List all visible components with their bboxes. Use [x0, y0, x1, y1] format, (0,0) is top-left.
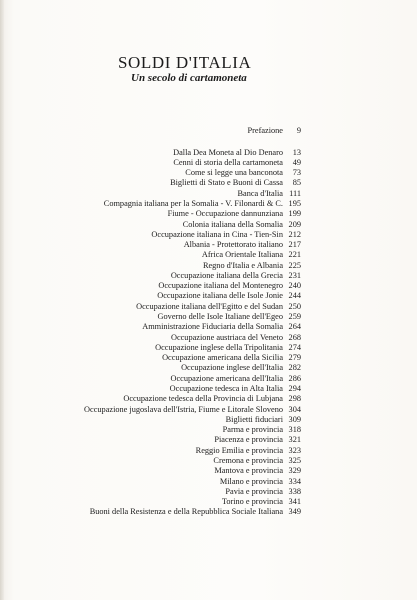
toc-entry-title: Regno d'Italia e Albania — [202, 260, 283, 270]
toc-entry — [0, 199, 417, 209]
toc-entry-page: 338 — [288, 486, 301, 496]
toc-entry — [0, 487, 417, 497]
toc-entry — [0, 178, 417, 188]
toc-entry-title: Milano e provincia — [219, 476, 283, 486]
toc-entry-page: 286 — [288, 373, 301, 383]
toc-entry-title: Dalla Dea Moneta al Dio Denaro — [173, 147, 283, 157]
toc-entry-title: Biglietti di Stato e Buoni di Cassa — [170, 178, 283, 188]
toc-entry-page: 13 — [292, 147, 301, 157]
toc-entry — [0, 405, 417, 415]
toc-entry-page: 244 — [288, 291, 301, 301]
toc-entry-page: 341 — [288, 497, 301, 506]
toc-entry-title: Occupazione italiana in Cina - Tien-Sin — [151, 229, 283, 239]
toc-entry — [0, 333, 417, 343]
toc-entry — [0, 240, 417, 250]
toc-entry-page: 73 — [292, 168, 301, 178]
toc-entry-page: 217 — [288, 240, 301, 249]
toc-entry — [0, 189, 417, 199]
toc-entry-page: 309 — [288, 414, 301, 424]
toc-entry-title: Compagnia italiana per la Somalia - V. Filonardi & C. — [103, 198, 283, 208]
toc-entry-page: 195 — [288, 198, 301, 208]
toc-entry — [0, 425, 417, 435]
toc-entry-page: 240 — [288, 281, 301, 291]
toc-entry-title: Occupazione italiana dell'Egitto e del Sudan — [136, 301, 283, 311]
toc-entry-title: Parma e provincia — [222, 425, 283, 435]
toc-entry-page: 349 — [288, 507, 301, 517]
toc-entry — [0, 466, 417, 476]
toc-entry-title: Africa Orientale Italiana — [201, 250, 283, 260]
toc-entry — [0, 250, 417, 260]
toc-entry-title: Governo delle Isole Italiane dell'Egeo — [157, 312, 283, 321]
toc-entry — [0, 312, 417, 322]
toc-entry — [0, 281, 417, 291]
toc-entry-title: Occupazione italiana della Grecia — [170, 270, 283, 280]
toc-entry-title: Mantova e provincia — [214, 466, 283, 476]
toc-entry-page: 209 — [288, 219, 301, 229]
toc-entry-title: Occupazione americana della Sicilia — [162, 353, 283, 363]
toc-entry-page: 298 — [288, 394, 301, 404]
toc-entry — [0, 497, 417, 507]
toc-entry-title: Albania - Protettorato italiano — [183, 240, 283, 249]
toc-entry-page: 49 — [292, 157, 301, 167]
toc-entry-title: Occupazione inglese della Tripolitania — [155, 342, 283, 352]
toc-entry — [0, 384, 417, 394]
toc-entry-title: Occupazione jugoslava dell'Istria, Fiume e Litorale Sloveno — [84, 404, 283, 414]
book-title: SOLDI D'ITALIA — [118, 53, 252, 72]
toc-entry — [0, 302, 417, 312]
toc-entry-title: Torino e provincia — [221, 497, 283, 506]
toc-entry-title: Pavia e provincia — [225, 486, 283, 496]
toc-entry — [0, 415, 417, 425]
toc-entry-page: 282 — [288, 363, 301, 373]
toc-entry — [0, 507, 417, 517]
toc-entry — [0, 230, 417, 240]
toc-entry-title: Banca d'Italia — [237, 188, 283, 198]
toc-entry-title: Colonia italiana della Somalia — [182, 219, 283, 229]
toc-entry-page: 279 — [288, 353, 301, 363]
toc-entry — [0, 477, 417, 487]
toc-entry-page: 268 — [288, 332, 301, 342]
toc-entry — [0, 456, 417, 466]
toc-entry-page: 9 — [296, 126, 301, 135]
toc-entry-title: Occupazione austriaca del Veneto — [170, 332, 283, 342]
toc-entry-title: Occupazione americana dell'Italia — [170, 373, 283, 383]
toc-entry-title: Come si legge una banconota — [185, 168, 283, 178]
toc-entry-title: Occupazione tedesca della Provincia di Lubjana — [123, 394, 283, 404]
toc-entry-title: Biglietti fiduciari — [225, 414, 283, 424]
toc-entry-page: 259 — [288, 312, 301, 321]
toc-entry — [0, 271, 417, 281]
toc-entry-title: Occupazione tedesca in Alta Italia — [169, 383, 283, 393]
toc-entry — [0, 322, 417, 332]
toc-entry-page: 85 — [292, 178, 301, 188]
toc-entry-title: Occupazione italiana delle Isole Jonie — [157, 291, 283, 301]
toc-entry-page: 334 — [288, 476, 301, 486]
toc-entry — [0, 168, 417, 178]
toc-entry — [0, 446, 417, 456]
toc-entry — [0, 353, 417, 363]
toc-entry-page: 221 — [288, 250, 301, 260]
toc-entry — [0, 363, 417, 373]
toc-entry — [0, 220, 417, 230]
toc-entry-page: 294 — [288, 383, 301, 393]
toc-entry-page: 325 — [288, 455, 301, 465]
toc-entry-title: Fiume - Occupazione dannunziana — [167, 209, 283, 219]
toc-entry — [0, 209, 417, 219]
toc-entry — [0, 291, 417, 301]
toc-entry-title: Piacenza e provincia — [214, 435, 283, 445]
toc-entry-title: Cenni di storia della cartamoneta — [173, 157, 283, 167]
toc-entry — [0, 158, 417, 168]
toc-entry-page: 321 — [288, 435, 301, 445]
toc-entry-preface — [0, 126, 417, 136]
toc-entry-title: Occupazione inglese dell'Italia — [181, 363, 283, 373]
toc-entry-page: 304 — [288, 404, 301, 414]
toc-entry-page: 231 — [288, 270, 301, 280]
toc-entry-title: Reggio Emilia e provincia — [195, 445, 283, 455]
toc-entry — [0, 148, 417, 158]
toc-entry-page: 274 — [288, 342, 301, 352]
toc-entry-page: 111 — [289, 188, 301, 198]
toc-entry-page: 250 — [288, 301, 301, 311]
toc-entry-page: 225 — [288, 260, 301, 270]
toc-entry-title: Buoni della Resistenza e della Repubblica Sociale Italiana — [89, 507, 283, 517]
toc-entry-title: Prefazione — [247, 126, 283, 135]
toc-entry — [0, 374, 417, 384]
toc-entry-title: Amministrazione Fiduciaria della Somalia — [142, 322, 283, 332]
toc-entry — [0, 394, 417, 404]
toc-entry-page: 323 — [288, 445, 301, 455]
toc-entry-page: 264 — [288, 322, 301, 332]
toc-entry — [0, 435, 417, 445]
toc-entry — [0, 343, 417, 353]
toc-entry-page: 212 — [288, 229, 301, 239]
toc-entry-title: Occupazione italiana del Montenegro — [158, 281, 283, 291]
book-subtitle: Un secolo di cartamoneta — [131, 72, 247, 84]
toc-entry — [0, 261, 417, 271]
toc-entry-page: 199 — [288, 209, 301, 219]
toc-entry-page: 318 — [288, 425, 301, 435]
toc-entry-page: 329 — [288, 466, 301, 476]
toc-entry-title: Cremona e provincia — [213, 455, 283, 465]
